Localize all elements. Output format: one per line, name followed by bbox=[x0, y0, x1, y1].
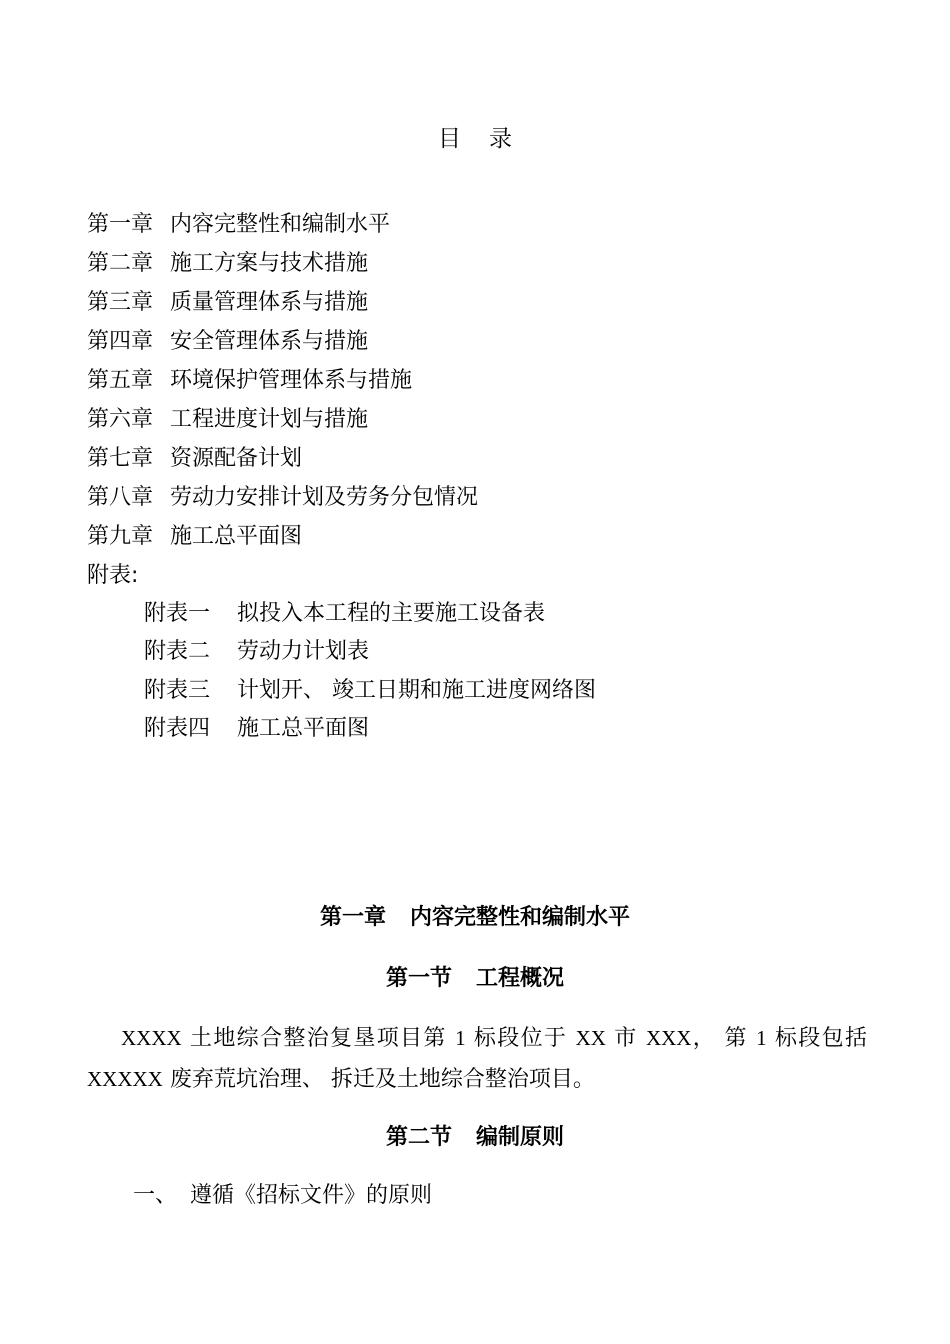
toc-appendix-number: 附表二 bbox=[144, 639, 211, 665]
toc-chapter-title: 质量管理体系与措施 bbox=[170, 290, 369, 315]
toc-chapter-title: 施工总平面图 bbox=[170, 524, 303, 549]
toc-item[interactable] bbox=[87, 324, 887, 363]
toc-chapter-title: 工程进度计划与措施 bbox=[170, 407, 369, 432]
toc-appendix-item[interactable] bbox=[144, 596, 887, 634]
toc-appendix-title: 拟投入本工程的主要施工设备表 bbox=[237, 601, 546, 626]
toc-item[interactable] bbox=[87, 246, 887, 285]
toc-chapter-number: 第四章 bbox=[87, 329, 154, 354]
toc-appendix-number: 附表一 bbox=[144, 601, 211, 626]
toc-item[interactable] bbox=[87, 480, 887, 519]
toc-chapter-title: 安全管理体系与措施 bbox=[170, 329, 369, 354]
toc-appendix-title: 劳动力计划表 bbox=[237, 639, 370, 665]
toc-item[interactable] bbox=[87, 441, 887, 480]
toc-chapter-title: 资源配备计划 bbox=[170, 446, 303, 471]
item-text: 遵循《招标文件》的原则 bbox=[190, 1183, 433, 1208]
toc-chapter-number: 第八章 bbox=[87, 485, 154, 510]
project-overview-paragraph: XXXX 土地综合整治复垦项目第 1 标段位于 XX 市 XXX， 第 1 标段包括 XXXXX 废弃荒坑治理、 拆迁及土地综合整治项目。 bbox=[87, 1026, 867, 1092]
toc-item[interactable] bbox=[87, 285, 887, 324]
toc-appendix-list bbox=[87, 596, 887, 749]
principle-item bbox=[133, 1178, 432, 1209]
toc-chapter-number: 第三章 bbox=[87, 290, 154, 315]
chapter-heading bbox=[0, 900, 950, 931]
toc-appendix-item[interactable] bbox=[144, 673, 887, 711]
toc-appendix-number: 附表四 bbox=[144, 715, 211, 741]
toc-chapter-number: 第七章 bbox=[87, 446, 154, 471]
toc-appendix-label: 附表: bbox=[87, 563, 139, 588]
toc-appendix-item[interactable] bbox=[144, 711, 887, 749]
toc-appendix-title: 计划开、 竣工日期和施工进度网络图 bbox=[237, 677, 596, 703]
toc-item[interactable] bbox=[87, 519, 887, 558]
toc-chapter-number: 第一章 bbox=[87, 212, 154, 237]
section-title: 工程概况 bbox=[476, 966, 565, 991]
toc-chapter-title: 内容完整性和编制水平 bbox=[170, 212, 391, 237]
chapter-title: 内容完整性和编制水平 bbox=[410, 905, 631, 930]
item-number: 一、 bbox=[133, 1183, 178, 1208]
toc-chapter-title: 环境保护管理体系与措施 bbox=[170, 368, 413, 393]
section-number: 第二节 bbox=[385, 1125, 452, 1150]
chapter-number: 第一章 bbox=[319, 905, 386, 930]
section-number: 第一节 bbox=[385, 966, 452, 991]
toc-chapter-number: 第五章 bbox=[87, 368, 154, 393]
toc-appendix-item[interactable] bbox=[144, 634, 887, 672]
toc-chapter-title: 劳动力安排计划及劳务分包情况 bbox=[170, 485, 479, 510]
toc-list bbox=[87, 207, 887, 749]
section-heading bbox=[0, 1120, 950, 1151]
toc-item[interactable] bbox=[87, 402, 887, 441]
toc-appendix-title: 施工总平面图 bbox=[237, 715, 370, 741]
toc-chapter-title: 施工方案与技术措施 bbox=[170, 251, 369, 276]
toc-chapter-number: 第九章 bbox=[87, 524, 154, 549]
toc-chapter-number: 第六章 bbox=[87, 407, 154, 432]
toc-title: 目录 bbox=[438, 126, 540, 152]
section-heading bbox=[0, 961, 950, 992]
toc-item[interactable] bbox=[87, 363, 887, 402]
toc-item[interactable] bbox=[87, 207, 887, 246]
section-title: 编制原则 bbox=[476, 1125, 565, 1150]
toc-appendix-number: 附表三 bbox=[144, 677, 211, 703]
toc-chapter-number: 第二章 bbox=[87, 251, 154, 276]
